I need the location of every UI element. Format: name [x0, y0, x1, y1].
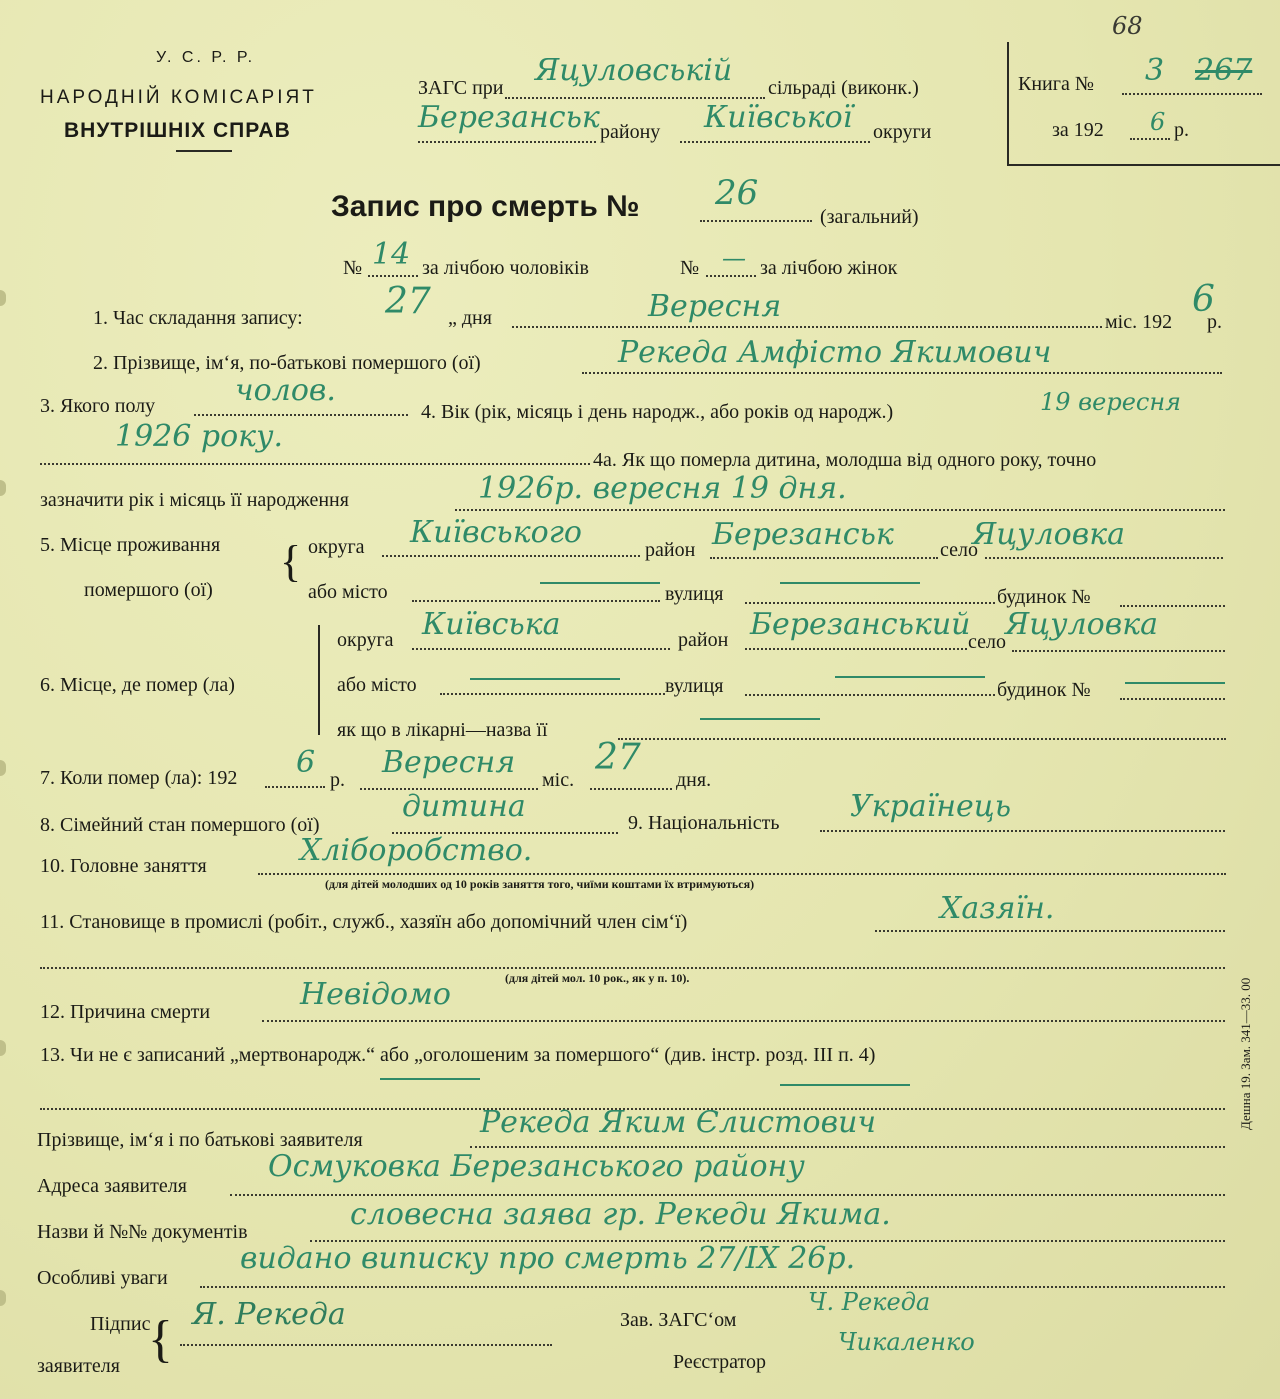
applicant-docs-value: словесна заява гр. Рекеди Якима. [350, 1197, 891, 1232]
f2-value: Рекеда Амфісто Якимович [618, 335, 1052, 370]
applicant-notes-label: Особливі уваги [37, 1267, 168, 1289]
f10-value: Хліборобство. [300, 833, 533, 868]
sign-label2: заявителя [37, 1355, 120, 1377]
applicant-docs-label: Назви й №№ документів [37, 1221, 248, 1243]
sign-brace: { [148, 1311, 173, 1368]
f5-raion-label: район [645, 539, 696, 561]
f6-okruga-value: Київська [422, 607, 561, 642]
okruga-value: Київської [704, 100, 853, 135]
applicant-notes-value: видано виписку про смерть 27/IX 26р. [240, 1241, 856, 1276]
year-value: 6 [1150, 108, 1166, 136]
f5-selo-value: Яцуловка [972, 517, 1125, 552]
f1-year-value: 6 [1192, 279, 1215, 320]
f9-label: 9. Національність [628, 812, 780, 834]
applicant-address-label: Адреса заявителя [37, 1175, 187, 1197]
zags-post-label: сільраді (виконк.) [768, 77, 919, 99]
applicant-address-value: Осмуковка Березанського району [268, 1149, 805, 1184]
f5-okruga-label: округа [308, 536, 365, 558]
district-label: району [600, 121, 661, 143]
f5-raion-value: Березанськ [712, 517, 894, 552]
applicant-name-value: Рекеда Яким Єлистович [480, 1105, 877, 1140]
f7-month-value: Вересня [382, 745, 516, 780]
f6-bracket [318, 625, 320, 735]
f7-mis: міс. [542, 769, 575, 791]
f4-value: 19 вересня [1040, 388, 1182, 416]
applicant-signature: Я. Рекеда [192, 1297, 346, 1332]
f5-okruga-value: Київського [410, 515, 582, 550]
f1-day-word: „ дня [448, 307, 492, 329]
f6-okruga-label: округа [337, 629, 394, 651]
f10-note: (для дітей молодших од 10 років заняття того, чиїми коштами їх втримуються) [325, 877, 755, 891]
f1-day-value: 27 [385, 281, 431, 322]
f8-value: дитина [402, 789, 526, 824]
f11-value: Хазяїн. [940, 891, 1055, 926]
f4a-label2: зазначити рік і місяць її народження [40, 489, 349, 511]
men-count-value: 14 [372, 237, 411, 272]
f6-vulytsia-label: вулиця [665, 675, 724, 697]
record-title: Запис про смерть № [331, 190, 640, 223]
zags-pre-label: ЗАГС при [418, 77, 504, 99]
f4-label: 4. Вік (рік, місяць і день народж., або років од народж.) [421, 401, 894, 423]
f11-note: (для дітей мол. 10 рок., як у п. 10). [505, 971, 690, 985]
f6-raion-label: район [678, 629, 729, 651]
f7-day-value: 27 [595, 737, 641, 778]
head-signature: Ч. Рекеда [808, 1288, 931, 1316]
head-label: Зав. ЗАГС‘ом [620, 1309, 737, 1331]
f6-misto-label: або місто [337, 674, 417, 696]
f6-hospital-label: як що в лікарні—назва її [337, 719, 548, 741]
f12-value: Невідомо [300, 977, 451, 1012]
zags-value: Яцуловській [535, 53, 733, 88]
commissariat-label: НАРОДНІЙ КОМІСАРІЯТ [40, 87, 317, 108]
record-number: 26 [715, 173, 759, 213]
f11-label: 11. Становище в промислі (робіт., служб., хазяїн або допомічний член сім‘ї) [40, 911, 688, 933]
book-struck-value: 267 [1195, 53, 1253, 88]
print-note: Дешна 19. Зам. 341—33. 00 [1238, 977, 1253, 1130]
f6-selo-label: село [968, 631, 1006, 653]
f5-selo-label: село [940, 539, 978, 561]
okruga-label: округи [873, 121, 932, 143]
men-no-label: № [343, 257, 363, 279]
f6-budynok-label: будинок № [997, 679, 1091, 701]
women-count-value: — [722, 244, 746, 272]
f10-label: 10. Головне заняття [40, 855, 207, 877]
book-label: Книга № [1018, 73, 1094, 95]
f2-label: 2. Прізвище, ім‘я, по-батькові помершого (ої) [93, 352, 481, 374]
f12-label: 12. Причина смерти [40, 1001, 211, 1023]
men-label: за лічбою чоловіків [422, 257, 589, 279]
page-number: 68 [1112, 12, 1143, 40]
republic-label: У. С. Р. Р. [156, 49, 256, 66]
book-value: 3 [1145, 53, 1165, 88]
f1-label: 1. Час складання запису: [93, 307, 303, 329]
f6-selo-value: Яцуловка [1005, 607, 1158, 642]
f1-r: р. [1207, 311, 1222, 333]
f6-raion-value: Березанський [750, 607, 971, 642]
year-pre-label: за 192 [1052, 119, 1104, 141]
f1-month-suffix: міс. 192 [1105, 311, 1173, 333]
f7-label: 7. Коли помер (ла): 192 [40, 767, 238, 789]
district-value: Березанськ [418, 100, 600, 135]
registrar-signature: Чикаленко [838, 1328, 975, 1356]
f13-label: 13. Чи не є записаний „мертвонародж.“ або „оголошеним за помершого“ (див. інстр. розд. III п. 4) [40, 1044, 876, 1066]
f9-value: Українець [850, 789, 1012, 824]
women-no-label: № [680, 257, 700, 279]
f3-value: чолов. [235, 373, 336, 408]
header-divider [176, 150, 232, 152]
f7-dnia: дня. [676, 769, 712, 791]
f8-label: 8. Сімейний стан помершого (ої) [40, 814, 320, 836]
f7-year-value: 6 [296, 745, 316, 780]
f4a-label: 4а. Як що померла дитина, молодша від одного року, точно [593, 449, 1097, 471]
general-label: (загальний) [820, 206, 919, 228]
sign-label: Підпис [90, 1313, 151, 1335]
f1-month-value: Вересня [648, 289, 782, 324]
year-post-label: р. [1174, 119, 1189, 141]
f5-label2: помершого (ої) [84, 579, 213, 601]
f4a-value: 1926р. вересня 19 дня. [478, 471, 847, 506]
applicant-name-label: Прізвище, ім‘я і по батькові заявителя [37, 1129, 363, 1151]
f3-label: 3. Якого полу [40, 395, 156, 417]
f5-label: 5. Місце проживання [40, 534, 221, 556]
registrar-label: Реєстратор [673, 1351, 767, 1373]
f5-vulytsia-label: вулиця [665, 583, 724, 605]
f4-value-line2: 1926 року. [115, 419, 284, 454]
f5-misto-label: або місто [308, 581, 388, 603]
f6-label: 6. Місце, де помер (ла) [40, 674, 235, 696]
f7-r: р. [330, 769, 345, 791]
ministry-label: ВНУТРІШНІХ СПРАВ [64, 119, 291, 142]
women-label: за лічбою жінок [760, 257, 898, 279]
f5-brace: { [280, 537, 302, 586]
f5-budynok-label: будинок № [997, 586, 1091, 608]
